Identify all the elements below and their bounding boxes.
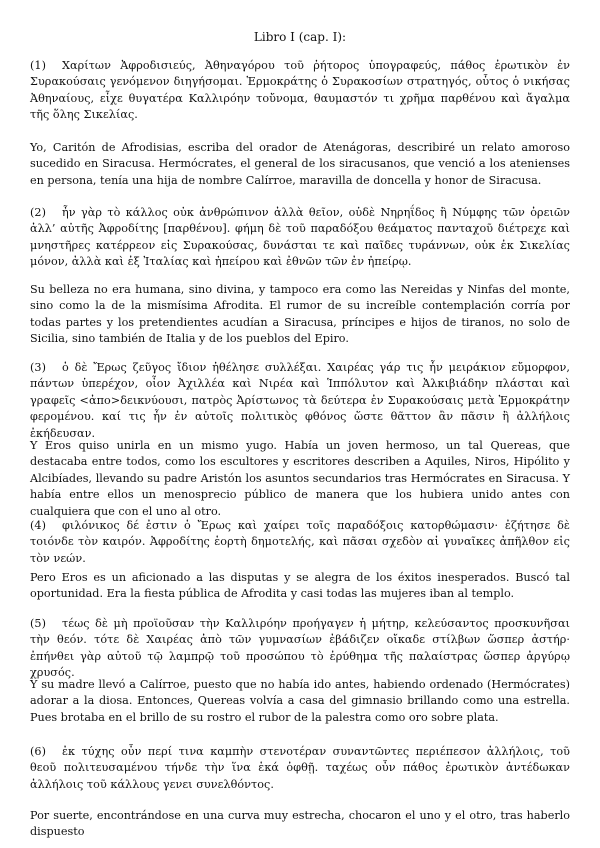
- greek-text: τέως δὲ μὴ προϊοῦσαν τὴν Καλλιρόην προήγαγεν ἡ μήτηρ, κελεύσαντος προσκυνῆσαι τὴν θεόν. τότε δὲ Χαιρέας ἀπὸ τῶν γυμνασίων ἐβάδιζεν οἴκαδε στίλβων ὥσπερ ἀστήρ· ἐπήνθει γὰρ αὐτοῦ τῷ λαμπρῷ τοῦ προσώπου τὸ ἐρύθημα τῆς παλαίστρας ὥσπερ ἀργύρῳ χρυσός.: [30, 617, 570, 680]
- section-4-greek: [30, 518, 570, 567]
- section-number: (6): [30, 745, 46, 758]
- section-number: (3): [30, 361, 46, 374]
- section-2-greek: [30, 205, 570, 271]
- section-number: (2): [30, 206, 46, 219]
- greek-text: φιλόνικος δέ ἐστιν ὁ Ἔρως καὶ χαίρει τοῖς παραδόξοις κατορθώμασιν· ἐζήτησε δὲ τοιόνδε τὸν καιρόν. Ἀφροδίτης ἑορτὴ δημοτελής, καὶ πᾶσαι σχεδὸν αἱ γυναῖκες ἀπῆλθον εἰς τὸν νεών.: [30, 519, 570, 565]
- section-5-spanish: Y su madre llevó a Calírroe, puesto que no había ido antes, habiendo ordenado (Hermócrates) adorar a la diosa. Entonces, Quereas volvía a casa del gimnasio brillando como una estrella. Pues brotaba en el brillo de su rostro el rubor de la palestra como oro sobre plata.: [30, 678, 570, 724]
- section-6-greek: [30, 744, 570, 793]
- section-number: (5): [30, 617, 46, 630]
- section-5-greek: [30, 616, 570, 682]
- section-number: (4): [30, 519, 46, 532]
- section-3-greek: [30, 360, 570, 442]
- section-4-spanish: Pero Eros es un aficionado a las disputas y se alegra de los éxitos inesperados. Buscó tal oportunidad. Era la fiesta pública de Afrodita y casi todas las mujeres iban al templo.: [30, 571, 570, 601]
- section-1-greek: [30, 58, 570, 124]
- section-1-spanish: Yo, Caritón de Afrodisias, escriba del orador de Atenágoras, describiré un relato amoroso sucedido en Siracusa. Hermócrates, el general de los siracusanos, que venció a los atenienses en persona, tenía una hija de nombre Calírroe, maravilla de doncella y honor de Siracusa.: [30, 141, 570, 187]
- section-6-spanish: Por suerte, encontrándose en una curva muy estrecha, chocaron el uno y el otro, tras haberlo dispuesto: [30, 809, 570, 839]
- greek-text: ἐκ τύχης οὖν περί τινα καμπὴν στενοτέραν συναντῶντες περιέπεσον ἀλλήλοις, τοῦ θεοῦ πολιτευσαμένου τήνδε τὴν ἵνα ἑκά ὀφθῇ. ταχέως οὖν πάθος ἐρωτικὸν ἀντέδωκαν ἀλλήλοις τοῦ κάλλους γενει συνελθόντος.: [30, 745, 570, 791]
- section-3-spanish: Y Eros quiso unirla en un mismo yugo. Había un joven hermoso, un tal Quereas, que destacaba entre todos, como los escultores y escritores describen a Aquiles, Niros, Hipólito y Alcibíades, llevando su padre Aristón los asuntos secundarios tras Hermócrates en Siracusa. Y había entre ellos un menosprecio público de manera que los hubiera unido antes con cualquiera que con el uno al otro.: [30, 439, 570, 518]
- greek-text: Χαρίτων Ἀφροδισιεύς, Ἀθηναγόρου τοῦ ῥήτορος ὑπογραφεύς, πάθος ἐρωτικὸν ἐν Συρακούσαις γενόμενον διηγήσομαι. Ἑρμοκράτης ὁ Συρακοσίων στρατηγός, οὗτος ὁ νικήσας Ἀθηναίους, εἶχε θυγατέρα Καλλιρόην τοὔνομα, θαυμαστόν τι χρῆμα παρθένου καὶ ἄγαλμα τῆς ὅλης Σικελίας.: [30, 59, 570, 122]
- section-2-spanish: Su belleza no era humana, sino divina, y tampoco era como las Nereidas y Ninfas del monte, sino como la de la mismísima Afrodita. El rumor de su increíble contemplación corría por todas partes y los pretendientes acudían a Siracusa, príncipes e hijos de tiranos, no solo de Sicilia, sino también de Italia y de los pueblos del Epiro.: [30, 283, 570, 346]
- page-title: Libro I (cap. I):: [253, 30, 347, 44]
- section-number: (1): [30, 59, 46, 72]
- greek-text: ἦν γὰρ τὸ κάλλος οὐκ ἀνθρώπινον ἀλλὰ θεῖον, οὐδὲ Νηρηΐδος ἢ Νύμφης τῶν ὀρειῶν ἀλλ’ αὐτῆς Ἀφροδίτης [παρθένου]. φήμη δὲ τοῦ παραδόξου θεάματος πανταχοῦ διέτρεχε καὶ μνηστῆρες κατέρρεον εἰς Συρακούσας, δυνάσται τε καὶ παῖδες τυράννων, οὐκ ἐκ Σικελίας μόνον, ἀλλὰ καὶ ἐξ Ἰταλίας καὶ ἠπείρου καὶ ἐθνῶν τῶν ἐν ἠπείρῳ.: [30, 206, 570, 269]
- greek-text: ὁ δὲ Ἔρως ζεῦγος ἴδιον ἠθέλησε συλλέξαι. Χαιρέας γάρ τις ἦν μειράκιον εὔμορφον, πάντων ὑπερέχον, οἷον Ἀχιλλέα καὶ Νιρέα καὶ Ἱππόλυτον καὶ Ἀλκιβιάδην πλάσται καὶ γραφεῖς <ἀπο>δεικνύουσι, πατρὸς Ἀρίστωνος τὰ δεύτερα ἐν Συρακούσαις μετὰ Ἑρμοκράτην φερομένου. καί τις ἦν ἐν αὐτοῖς πολιτικὸς φθόνος ὥστε θᾶττον ἂν πᾶσιν ἢ ἀλλήλοις ἐκήδευσαν.: [30, 361, 570, 440]
